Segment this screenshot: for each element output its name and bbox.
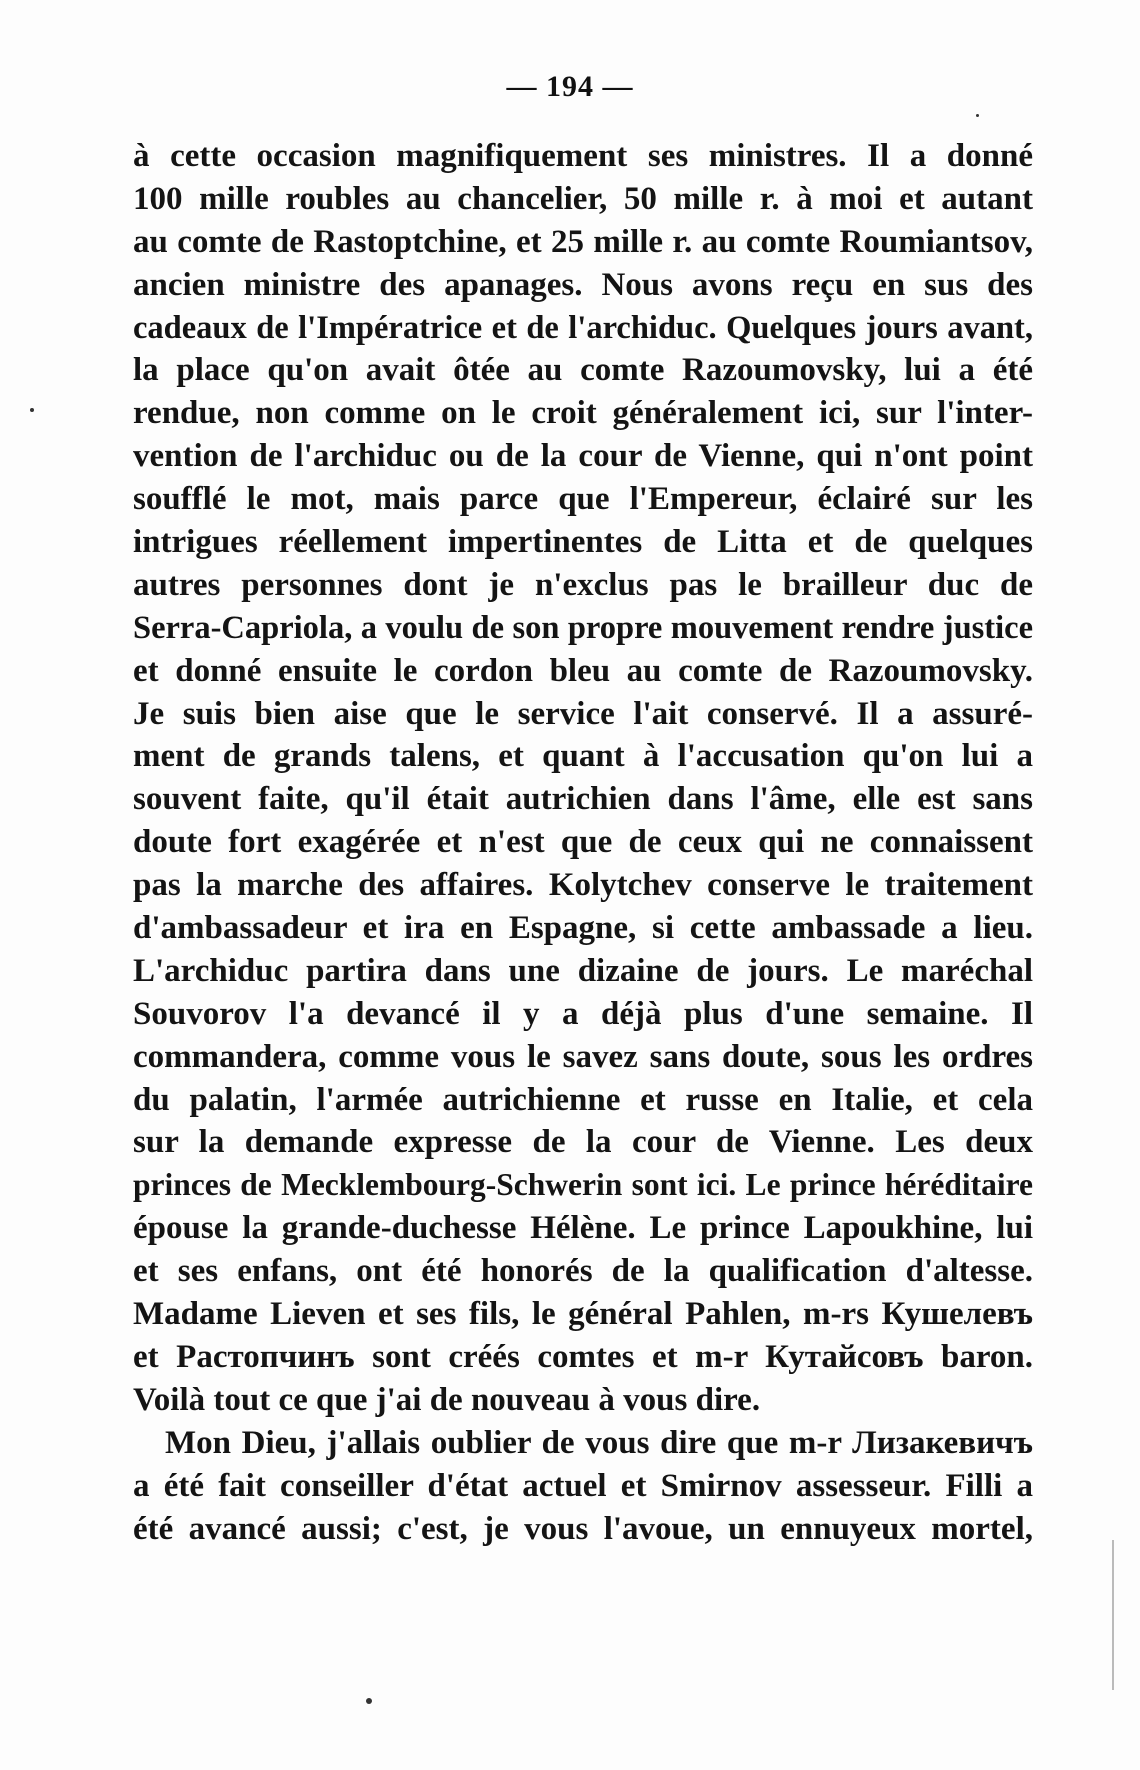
text-line: Mon Dieu, j'allais oublier de vous dire que m-r Лизакевичъ xyxy=(165,1424,1033,1461)
body-text xyxy=(133,135,1033,1550)
text-line: 100 mille roubles au chancelier, 50 mille r. à moi et autant xyxy=(133,180,1033,217)
text-line: Souvorov l'a devancé il y a déjà plus d'une semaine. Il xyxy=(133,995,1033,1032)
text-line: pas la marche des affaires. Kolytchev conserve le traitement xyxy=(133,867,1033,904)
text-line: été avancé aussi; c'est, je vous l'avoue, un ennuyeux mortel, xyxy=(133,1510,1033,1547)
text-line: au comte de Rastoptchine, et 25 mille r. au comte Roumiantsov, xyxy=(133,223,1033,260)
text-line: Voilà tout ce que j'ai de nouveau à vous dire. xyxy=(133,1381,761,1418)
text-line: sur la demande expresse de la cour de Vienne. Les deux xyxy=(133,1124,1033,1161)
text-line: soufflé le mot, mais parce que l'Empereur, éclairé sur les xyxy=(133,481,1033,518)
text-line: à cette occasion magnifiquement ses ministres. Il a donné xyxy=(133,138,1033,174)
text-line: épouse la grande-duchesse Hélène. Le prince Lapoukhine, lui xyxy=(133,1210,1033,1247)
text-line: cadeaux de l'Impératrice et de l'archiduc. Quelques jours avant, xyxy=(133,309,1033,346)
text-line: doute fort exagérée et n'est que de ceux qui ne connaissent xyxy=(133,824,1033,861)
text-line: Je suis bien aise que le service l'ait conservé. Il a assuré- xyxy=(133,695,1033,732)
text-line: Serra-Capriola, a voulu de son propre mouvement rendre justice xyxy=(133,609,1033,646)
text-line: vention de l'archiduc ou de la cour de Vienne, qui n'ont point xyxy=(133,438,1033,475)
scan-edge-mark xyxy=(1112,1540,1114,1690)
text-line: ancien ministre des apanages. Nous avons reçu en sus des xyxy=(133,266,1033,303)
ink-speck xyxy=(366,1698,372,1704)
text-line: autres personnes dont je n'exclus pas le brailleur duc de xyxy=(133,566,1033,603)
text-line: la place qu'on avait ôtée au comte Razoumovsky, lui a été xyxy=(133,352,1033,389)
text-line: du palatin, l'armée autrichienne et russe en Italie, et cela xyxy=(133,1081,1033,1118)
text-line: rendue, non comme on le croit généralement ici, sur l'inter- xyxy=(133,395,1033,432)
text-line: et Растопчинъ sont créés comtes et m-r Кутайсовъ baron. xyxy=(133,1338,1033,1375)
ink-speck xyxy=(976,114,979,117)
text-line: ment de grands talens, et quant à l'accusation qu'on lui a xyxy=(133,738,1033,775)
text-line: L'archiduc partira dans une dizaine de jours. Le maréchal xyxy=(133,952,1033,989)
text-line: Madame Lieven et ses fils, le général Pahlen, m-rs Кушелевъ xyxy=(133,1296,1033,1333)
text-line: a été fait conseiller d'état actuel et Smirnov assesseur. Filli a xyxy=(133,1467,1033,1504)
text-line: et ses enfans, ont été honorés de la qualification d'altesse. xyxy=(133,1253,1033,1290)
text-line: et donné ensuite le cordon bleu au comte de Razoumovsky. xyxy=(133,652,1033,689)
text-line: commandera, comme vous le savez sans doute, sous les ordres xyxy=(133,1038,1033,1075)
text-line: d'ambassadeur et ira en Espagne, si cette ambassade a lieu. xyxy=(133,910,1033,947)
text-line: intrigues réellement impertinentes de Litta et de quelques xyxy=(133,524,1033,561)
ink-speck xyxy=(30,408,34,412)
page-number: — 194 — xyxy=(506,70,634,103)
text-line: princes de Mecklembourg-Schwerin sont ici. Le prince héréditaire xyxy=(133,1167,1033,1203)
text-line: souvent faite, qu'il était autrichien dans l'âme, elle est sans xyxy=(133,781,1033,818)
